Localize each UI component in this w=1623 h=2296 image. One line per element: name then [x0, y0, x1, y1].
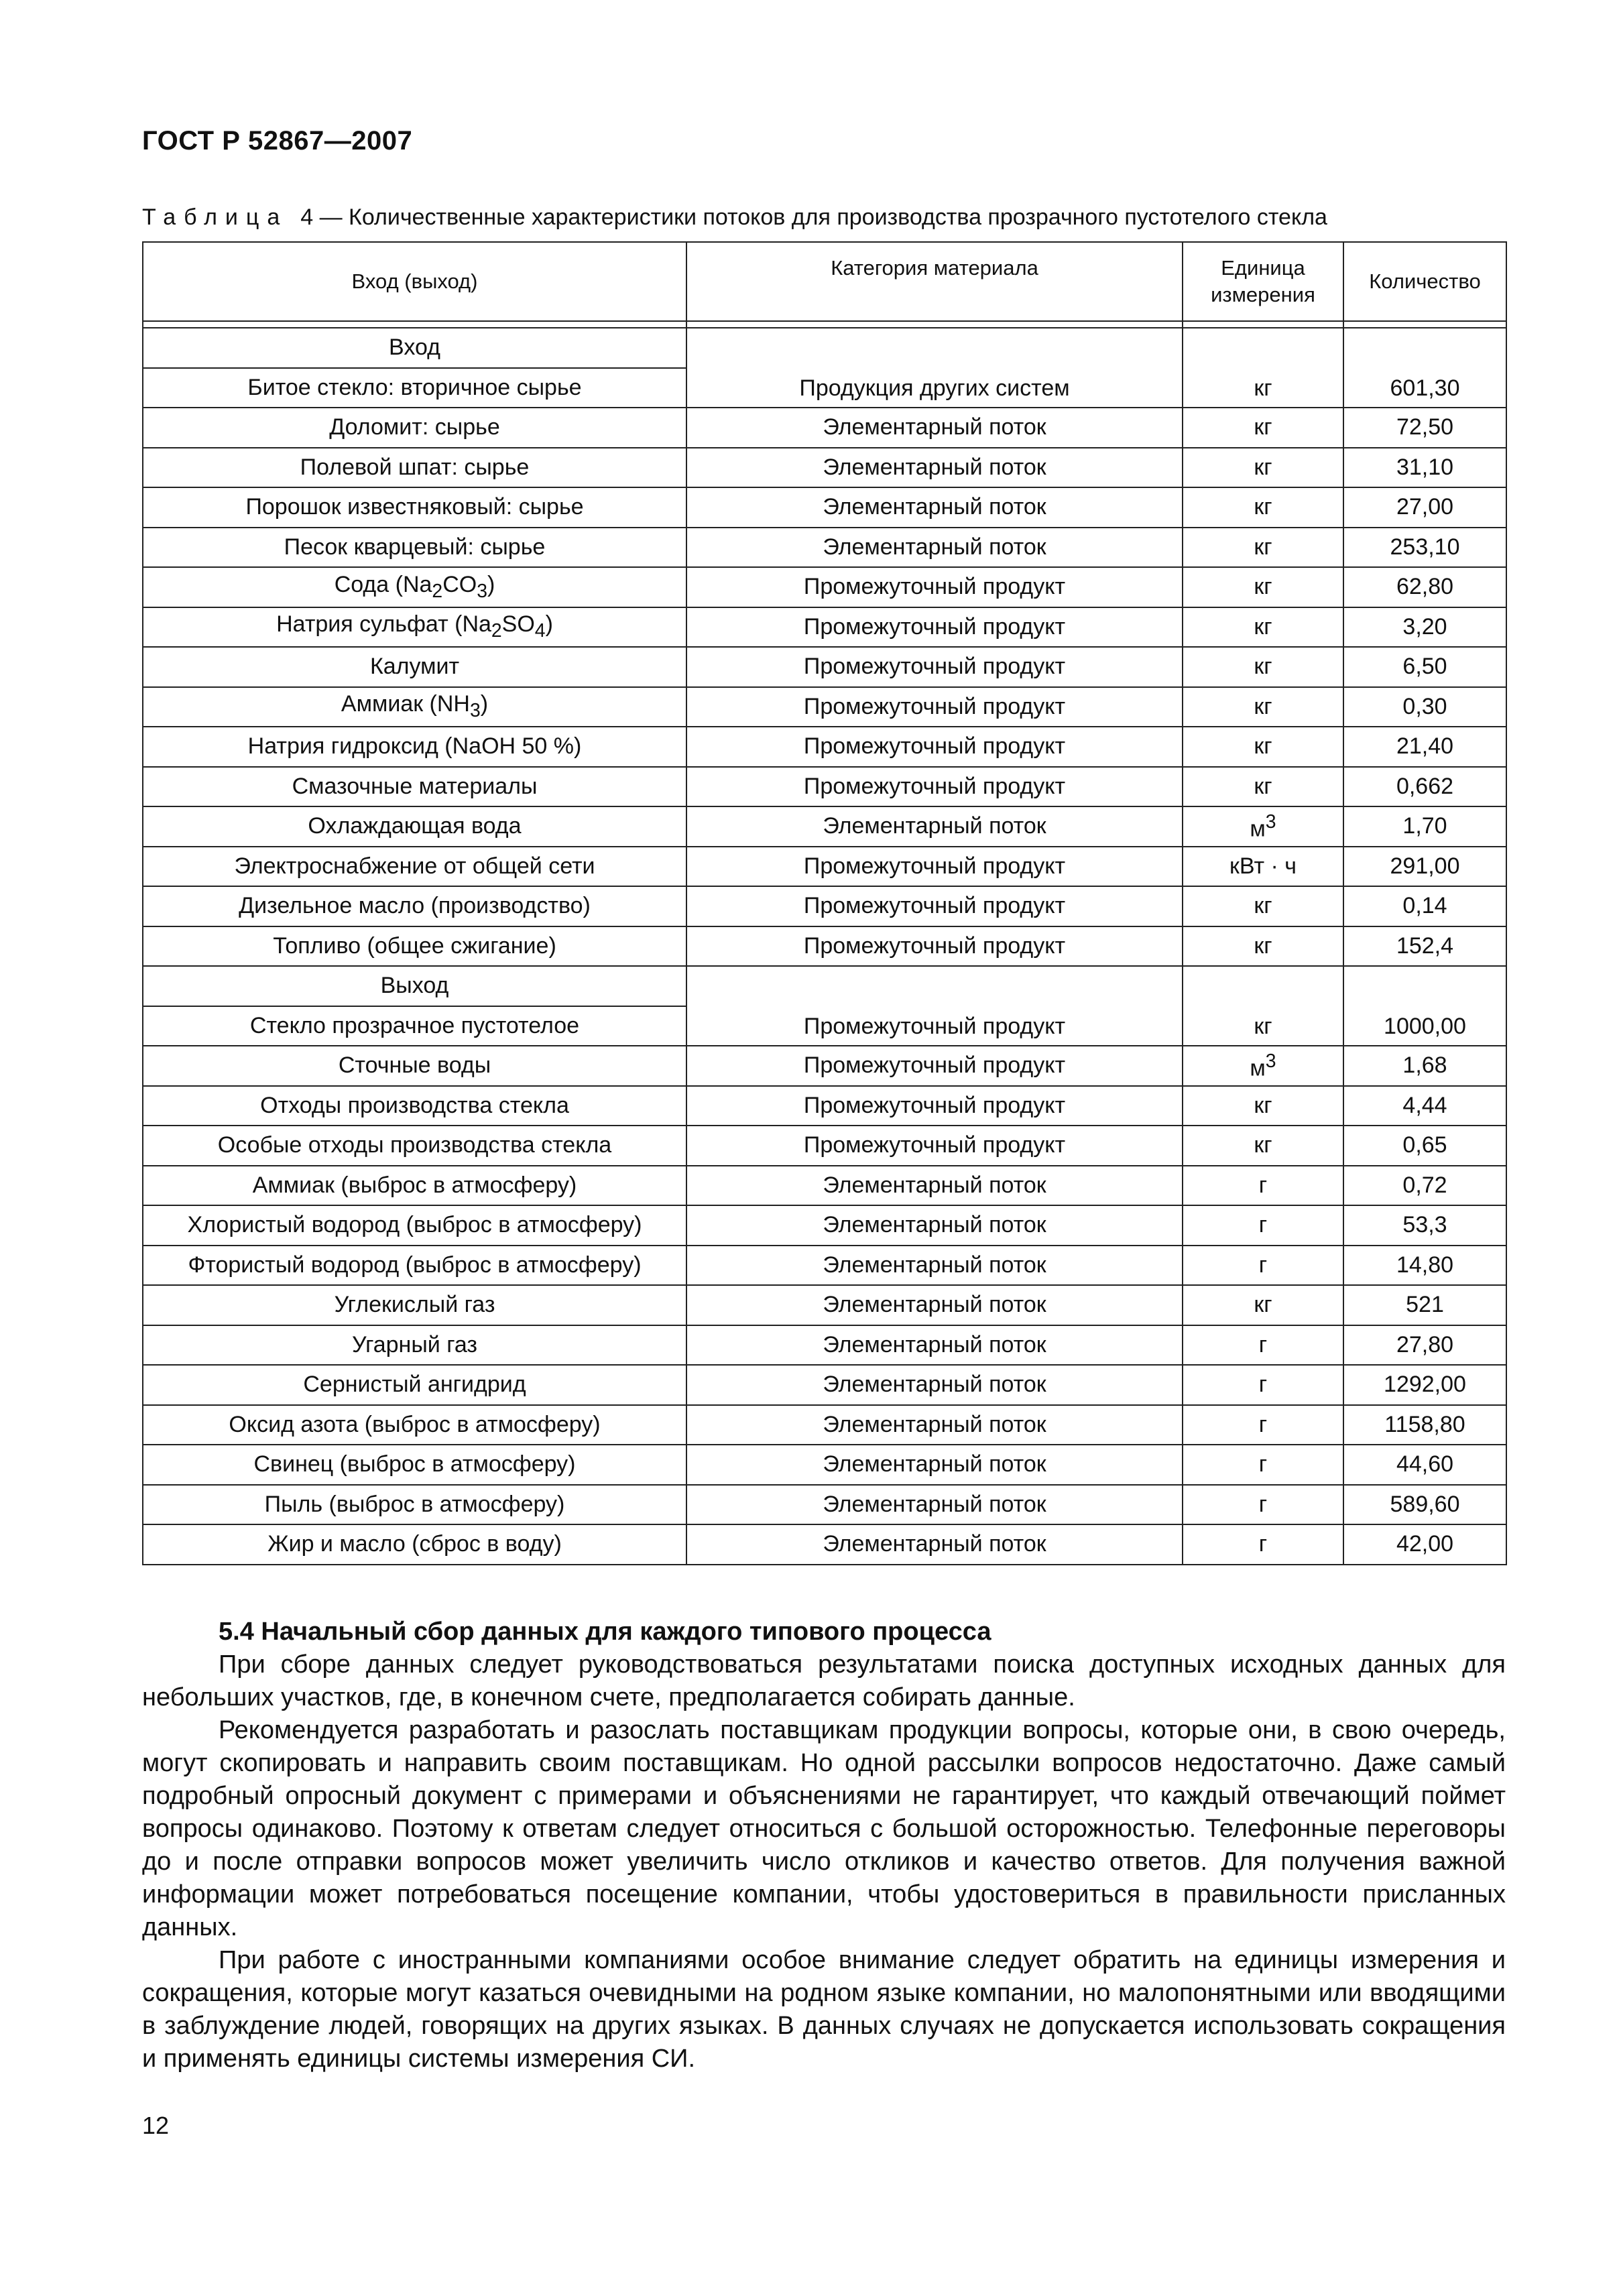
qty-text: 0,65: [1402, 1132, 1447, 1158]
spacer-cell: [1343, 321, 1506, 328]
cell-category: [686, 727, 1183, 767]
cell-unit: [1183, 408, 1343, 448]
cell-qty: [1343, 1485, 1506, 1525]
unit-text: кг: [1254, 613, 1272, 640]
cell-qty: [1343, 567, 1506, 607]
qty-text: 589,60: [1390, 1491, 1460, 1517]
table-row: [143, 806, 1506, 847]
qty-text: 0,14: [1402, 893, 1447, 919]
cell-qty: [1343, 886, 1506, 926]
cell-unit: [1183, 1325, 1343, 1366]
name-text: Калумит: [369, 654, 460, 680]
cell-name: [143, 806, 686, 847]
unit-text: г: [1258, 1172, 1268, 1198]
name-text: Натрия гидроксид (NaOH 50 %): [247, 733, 582, 760]
cell-name: [143, 1246, 686, 1286]
cell-qty: [1343, 528, 1506, 568]
table-row: [143, 448, 1506, 488]
cell-category: [686, 687, 1183, 727]
unit-text: г: [1258, 1451, 1268, 1477]
unit-text: г: [1258, 1531, 1268, 1557]
section-paragraph: При работе с иностранными компаниями особое внимание следует обратить на единицы измерения и сокращения, которые могут казаться очевидными на родном языке компании, но малопонятными или вводящими в заблуждение людей, говорящих на других языках. В данных случаях не допускается использовать сокращения и применять единицы системы измерения СИ.: [142, 1946, 1506, 2073]
section-label: Вход: [143, 328, 686, 368]
table-header-row: [143, 242, 1506, 321]
table-row: [143, 727, 1506, 767]
qty-text: 53,3: [1402, 1212, 1447, 1238]
cell-unit: [1183, 328, 1343, 408]
table-row: [143, 1365, 1506, 1405]
name-text: CO: [442, 571, 477, 597]
name-text: Порошок известняковый: сырье: [245, 494, 584, 520]
document-header: ГОСТ Р 52867—2007: [142, 126, 413, 156]
cell-name: [143, 1006, 686, 1046]
name-text: Дизельное масло (производство): [239, 893, 591, 919]
table-row: [143, 567, 1506, 607]
cell-name: [143, 767, 686, 807]
cell-qty: [1343, 607, 1506, 648]
cell-unit: [1183, 1485, 1343, 1525]
name-subscript: 3: [470, 700, 481, 722]
cell-qty: [1343, 806, 1506, 847]
qty-text: 152,4: [1396, 932, 1454, 959]
cell-unit: [1183, 567, 1343, 607]
qty-text: 0,30: [1402, 693, 1447, 719]
header-spacer-row: [143, 321, 1506, 328]
table-row: [143, 528, 1506, 568]
name-text: Фтористый водород (выброс в атмосферу): [188, 1252, 642, 1278]
category-text: Элементарный поток: [823, 454, 1046, 480]
cell-category: [686, 1246, 1183, 1286]
cell-category: [686, 926, 1183, 967]
table-row: [143, 847, 1506, 887]
qty-text: 291,00: [1390, 853, 1460, 879]
cell-category: [686, 806, 1183, 847]
name-text: Стекло прозрачное пустотелое: [249, 1012, 580, 1038]
unit-text: г: [1258, 1212, 1268, 1238]
cell-category: [686, 1166, 1183, 1206]
cell-category: [686, 1285, 1183, 1325]
table-caption-text: — Количественные характеристики потоков для производства прозрачного пустотелого стекла: [319, 204, 1327, 230]
cell-qty: [1343, 966, 1506, 1046]
cell-name: [143, 687, 686, 727]
category-text: Промежуточный продукт: [803, 1132, 1066, 1158]
cell-unit: [1183, 847, 1343, 887]
section-label: Выход: [143, 966, 686, 1006]
qty-text: 1,70: [1402, 813, 1447, 839]
name-text: Жир и масло (сброс в воду): [267, 1531, 562, 1557]
table-row: [143, 487, 1506, 528]
cell-unit: [1183, 487, 1343, 528]
table-row: [143, 1524, 1506, 1565]
name-text: SO: [501, 611, 535, 638]
cell-name: [143, 1285, 686, 1325]
table-row: [143, 886, 1506, 926]
name-text: Полевой шпат: сырье: [300, 454, 530, 480]
unit-text: кг: [1254, 693, 1272, 719]
table-row: [143, 1126, 1506, 1166]
qty-text: 42,00: [1396, 1531, 1454, 1557]
name-text: Топливо (общее сжигание): [273, 932, 556, 959]
cell-category: [686, 1485, 1183, 1525]
cell-qty: [1343, 1285, 1506, 1325]
cell-category: [686, 966, 1183, 1046]
name-text: Углекислый газ: [334, 1292, 495, 1318]
cell-category: [686, 607, 1183, 648]
cell-category: [686, 1046, 1183, 1086]
unit-text: кг: [1254, 574, 1272, 600]
cell-unit: [1183, 687, 1343, 727]
cell-qty: [1343, 687, 1506, 727]
header-unit-line1: Единица: [1221, 256, 1305, 280]
category-text: Промежуточный продукт: [803, 853, 1066, 879]
cell-qty: [1343, 847, 1506, 887]
name-text: Хлористый водород (выброс в атмосферу): [187, 1212, 642, 1238]
qty-text: 0,72: [1402, 1172, 1447, 1198]
category-text: Промежуточный продукт: [803, 1052, 1066, 1079]
table-row: [143, 1166, 1506, 1206]
table-row: [143, 1405, 1506, 1445]
name-subscript: 2: [491, 620, 502, 642]
cell-name: [143, 647, 686, 687]
table-row: [143, 408, 1506, 448]
cell-qty: [1343, 487, 1506, 528]
unit-text: г: [1258, 1491, 1268, 1517]
category-text: Промежуточный продукт: [803, 932, 1066, 959]
unit-text: кг: [1254, 1132, 1272, 1158]
table-row: [143, 1086, 1506, 1126]
cell-qty: [1343, 1126, 1506, 1166]
category-text: Промежуточный продукт: [803, 613, 1066, 640]
cell-unit: [1183, 1046, 1343, 1086]
name-text: ): [480, 691, 489, 717]
name-text: Сточные воды: [338, 1052, 491, 1079]
section-label-row: [143, 966, 1506, 1006]
cell-name: [143, 1166, 686, 1206]
cell-name: [143, 607, 686, 648]
qty-text: 253,10: [1390, 534, 1460, 560]
cell-category: [686, 1524, 1183, 1565]
category-text: Промежуточный продукт: [803, 733, 1066, 760]
cell-unit: [1183, 1405, 1343, 1445]
table-caption-number: 4: [300, 204, 314, 230]
unit-superscript: 3: [1265, 810, 1276, 833]
cell-unit: [1183, 806, 1343, 847]
cell-unit: [1183, 1365, 1343, 1405]
name-text: Аммиак (NH: [341, 691, 470, 717]
unit-text: кг: [1254, 414, 1272, 440]
category-text: Элементарный поток: [823, 414, 1046, 440]
cell-category: [686, 1086, 1183, 1126]
category-text: Элементарный поток: [823, 1531, 1046, 1557]
table-row: [143, 1325, 1506, 1366]
cell-name: [143, 886, 686, 926]
cell-unit: [1183, 966, 1343, 1046]
category-text: Промежуточный продукт: [803, 693, 1066, 719]
name-text: Пыль (выброс в атмосферу): [264, 1491, 565, 1517]
cell-name: [143, 847, 686, 887]
category-text: Элементарный поток: [823, 494, 1046, 520]
category-text: Промежуточный продукт: [803, 574, 1066, 600]
cell-category: [686, 328, 1183, 408]
name-text: ): [545, 611, 553, 638]
qty-text: 521: [1406, 1292, 1444, 1318]
cell-name: [143, 487, 686, 528]
cell-category: [686, 847, 1183, 887]
table-row: [143, 607, 1506, 648]
cell-category: [686, 1325, 1183, 1366]
cell-qty: [1343, 408, 1506, 448]
qty-text: 1292,00: [1384, 1372, 1466, 1398]
unit-text: м: [1250, 815, 1266, 841]
cell-qty: [1343, 1365, 1506, 1405]
qty-text: 1000,00: [1384, 1014, 1466, 1039]
cell-qty: [1343, 1524, 1506, 1565]
cell-qty: [1343, 1046, 1506, 1086]
unit-text: м: [1250, 1054, 1266, 1081]
table-row: [143, 1246, 1506, 1286]
category-text: Элементарный поток: [823, 1252, 1046, 1278]
cell-qty: [1343, 647, 1506, 687]
qty-text: 72,50: [1396, 414, 1454, 440]
unit-text: кг: [1254, 1292, 1272, 1318]
header-flow: Вход (выход): [143, 242, 686, 321]
cell-qty: [1343, 1405, 1506, 1445]
unit-text: кг: [1254, 454, 1272, 480]
cell-qty: [1343, 926, 1506, 967]
unit-text: кг: [1254, 375, 1272, 401]
qty-text: 601,30: [1390, 375, 1460, 401]
cell-name: [143, 1524, 686, 1565]
name-text: Электроснабжение от общей сети: [234, 853, 595, 879]
cell-unit: [1183, 1445, 1343, 1485]
cell-name: [143, 408, 686, 448]
cell-category: [686, 647, 1183, 687]
cell-category: [686, 528, 1183, 568]
name-text: Угарный газ: [352, 1331, 477, 1357]
unit-text: г: [1258, 1411, 1268, 1437]
category-text: Промежуточный продукт: [803, 893, 1066, 919]
qty-text: 0,662: [1396, 773, 1454, 799]
qty-text: 31,10: [1396, 454, 1454, 480]
unit-text: кг: [1254, 1014, 1272, 1039]
cell-unit: [1183, 1166, 1343, 1206]
section-label-row: [143, 328, 1506, 368]
category-text: Элементарный поток: [823, 1212, 1046, 1238]
header-unit: [1183, 242, 1343, 321]
name-text: Охлаждающая вода: [308, 813, 522, 839]
category-text: Элементарный поток: [823, 1451, 1046, 1477]
category-text: Промежуточный продукт: [803, 773, 1066, 799]
cell-qty: [1343, 1166, 1506, 1206]
qty-text: 62,80: [1396, 574, 1454, 600]
table-row: [143, 1485, 1506, 1525]
cell-name: [143, 448, 686, 488]
cell-name: [143, 567, 686, 607]
table-row: [143, 1285, 1506, 1325]
category-text: Промежуточный продукт: [803, 654, 1066, 680]
qty-text: 44,60: [1396, 1451, 1454, 1477]
category-text: Элементарный поток: [823, 534, 1046, 560]
header-category: Категория материала: [686, 242, 1183, 321]
cell-category: [686, 567, 1183, 607]
name-text: Отходы производства стекла: [260, 1092, 569, 1118]
name-subscript: 2: [432, 580, 443, 602]
cell-qty: [1343, 448, 1506, 488]
cell-unit: [1183, 1126, 1343, 1166]
unit-text: кг: [1254, 1092, 1272, 1118]
cell-name: [143, 1365, 686, 1405]
qty-text: 21,40: [1396, 733, 1454, 760]
category-text: Элементарный поток: [823, 1372, 1046, 1398]
table-row: [143, 1205, 1506, 1246]
name-text: ): [487, 571, 495, 597]
name-text: Сернистый ангидрид: [303, 1372, 526, 1398]
cell-unit: [1183, 727, 1343, 767]
cell-unit: [1183, 926, 1343, 967]
cell-category: [686, 1365, 1183, 1405]
qty-text: 27,00: [1396, 494, 1454, 520]
cell-name: [143, 1046, 686, 1086]
header-quantity: Количество: [1343, 242, 1506, 321]
cell-category: [686, 1405, 1183, 1445]
unit-text: кг: [1254, 494, 1272, 520]
flow-table: [142, 241, 1507, 1565]
cell-category: [686, 448, 1183, 488]
name-text: Особые отходы производства стекла: [217, 1132, 612, 1158]
qty-text: 6,50: [1402, 654, 1447, 680]
section-title: 5.4 Начальный сбор данных для каждого типового процесса: [219, 1618, 991, 1646]
section-paragraph: При сборе данных следует руководствоваться результатами поиска доступных исходных данных для небольших участков, где, в конечном счете, предполагается собирать данные.: [142, 1650, 1506, 1711]
cell-name: [143, 1325, 686, 1366]
category-text: Элементарный поток: [823, 1411, 1046, 1437]
cell-qty: [1343, 767, 1506, 807]
name-text: Оксид азота (выброс в атмосферу): [229, 1411, 601, 1437]
qty-text: 14,80: [1396, 1252, 1454, 1278]
cell-category: [686, 408, 1183, 448]
cell-name: [143, 1405, 686, 1445]
name-text: Свинец (выброс в атмосферу): [253, 1451, 576, 1477]
section-paragraph: Рекомендуется разработать и разослать поставщикам продукции вопросы, которые они, в свою очередь, могут скопировать и направить своим поставщикам. Но одной рассылки вопросов недостаточно. Даже самый подробный опросный документ с примерами и объяснениями не гарантирует, что каждый отвечающий поймет вопросы одинаково. Поэтому к ответам следует относиться с большой осторожностью. Телефонные переговоры до и после отправки вопросов может увеличить число откликов и качество ответов. Для получения важной информации может потребоваться посещение компании, чтобы удостовериться в правильности присланных данных.: [142, 1716, 1506, 1941]
cell-unit: [1183, 886, 1343, 926]
table-row: [143, 767, 1506, 807]
qty-text: 1,68: [1402, 1052, 1447, 1079]
unit-text: кг: [1254, 534, 1272, 560]
section-5-4: [142, 1616, 1506, 2075]
cell-category: [686, 886, 1183, 926]
unit-superscript: 3: [1265, 1050, 1276, 1072]
cell-qty: [1343, 1086, 1506, 1126]
unit-text: кг: [1254, 932, 1272, 959]
unit-text: г: [1258, 1252, 1268, 1278]
cell-qty: [1343, 1246, 1506, 1286]
cell-name: [143, 1205, 686, 1246]
cell-unit: [1183, 1086, 1343, 1126]
category-text: Промежуточный продукт: [803, 1014, 1066, 1039]
name-text: Аммиак (выброс в атмосферу): [252, 1172, 577, 1198]
cell-name: [143, 368, 686, 408]
table-row: [143, 1046, 1506, 1086]
cell-name: [143, 1126, 686, 1166]
spacer-cell: [686, 321, 1183, 328]
unit-text: г: [1258, 1331, 1268, 1357]
cell-category: [686, 1126, 1183, 1166]
unit-text: кг: [1254, 773, 1272, 799]
cell-unit: [1183, 1246, 1343, 1286]
cell-category: [686, 1445, 1183, 1485]
category-text: Продукция других систем: [799, 375, 1070, 401]
qty-text: 4,44: [1402, 1092, 1447, 1118]
cell-unit: [1183, 767, 1343, 807]
cell-qty: [1343, 1445, 1506, 1485]
page-number: 12: [142, 2112, 170, 2139]
cell-name: [143, 1086, 686, 1126]
header-unit-line2: измерения: [1211, 283, 1315, 306]
cell-name: [143, 926, 686, 967]
name-text: Сода (Na: [334, 571, 432, 597]
cell-category: [686, 487, 1183, 528]
table-row: [143, 647, 1506, 687]
name-text: Доломит: сырье: [329, 414, 500, 440]
cell-name: [143, 1445, 686, 1485]
table-caption: [142, 204, 1503, 231]
name-text: Натрия сульфат (Na: [276, 611, 491, 638]
unit-text: кг: [1254, 893, 1272, 919]
category-text: Элементарный поток: [823, 813, 1046, 839]
cell-name: [143, 528, 686, 568]
cell-unit: [1183, 448, 1343, 488]
cell-name: [143, 1485, 686, 1525]
cell-unit: [1183, 647, 1343, 687]
cell-qty: [1343, 727, 1506, 767]
table-row: [143, 926, 1506, 967]
unit-text: г: [1258, 1372, 1268, 1398]
name-text: Песок кварцевый: сырье: [284, 534, 546, 560]
qty-text: 27,80: [1396, 1331, 1454, 1357]
cell-unit: [1183, 1205, 1343, 1246]
unit-text: кг: [1254, 733, 1272, 760]
category-text: Элементарный поток: [823, 1491, 1046, 1517]
category-text: Элементарный поток: [823, 1172, 1046, 1198]
cell-name: [143, 727, 686, 767]
name-subscript: 4: [534, 620, 546, 642]
spacer-cell: [1183, 321, 1343, 328]
cell-unit: [1183, 607, 1343, 648]
qty-text: 1158,80: [1384, 1411, 1465, 1437]
cell-unit: [1183, 1524, 1343, 1565]
unit-text: кг: [1254, 654, 1272, 680]
table-row: [143, 1445, 1506, 1485]
category-text: Элементарный поток: [823, 1331, 1046, 1357]
cell-qty: [1343, 328, 1506, 408]
category-text: Элементарный поток: [823, 1292, 1046, 1318]
table-caption-word: Таблица: [142, 204, 288, 230]
unit-text: кВт · ч: [1229, 853, 1297, 879]
cell-category: [686, 767, 1183, 807]
cell-qty: [1343, 1205, 1506, 1246]
name-text: Смазочные материалы: [292, 773, 538, 799]
cell-unit: [1183, 1285, 1343, 1325]
cell-unit: [1183, 528, 1343, 568]
cell-qty: [1343, 1325, 1506, 1366]
name-subscript: 3: [477, 580, 487, 602]
spacer-cell: [143, 321, 686, 328]
table-row: [143, 687, 1506, 727]
cell-category: [686, 1205, 1183, 1246]
qty-text: 3,20: [1402, 613, 1447, 640]
category-text: Промежуточный продукт: [803, 1092, 1066, 1118]
name-text: Битое стекло: вторичное сырье: [247, 374, 582, 400]
